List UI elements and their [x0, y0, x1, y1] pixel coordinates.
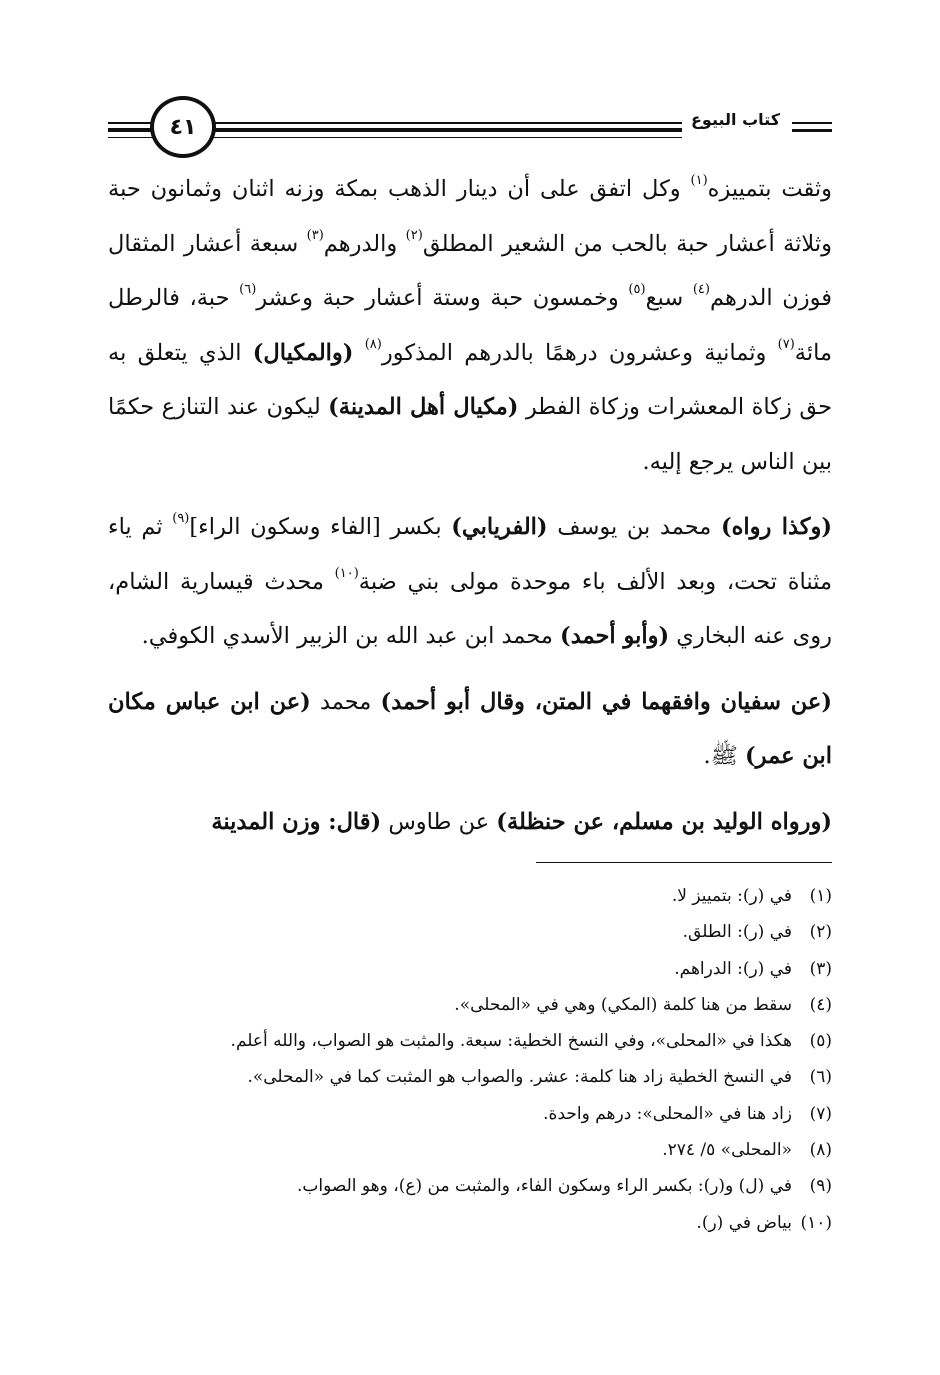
- quoted-text: (عن سفيان وافقهما في المتن، وقال أبو أحمد): [380, 688, 833, 715]
- footnote: [108, 1023, 832, 1059]
- text-run: حبة، فالرطل مائة: [108, 285, 833, 366]
- header-rule: [208, 122, 682, 124]
- header-rule: [208, 128, 682, 132]
- text-run: ﷺ.: [703, 743, 746, 769]
- text-run: ثم ياء مثناة تحت، وبعد الألف باء موحدة مولى بني ضبة: [108, 514, 832, 595]
- text-run: [353, 340, 364, 366]
- quoted-text: (عن ابن عباس مكان ابن عمر): [108, 688, 832, 769]
- footnote-number: (٥): [809, 1031, 832, 1052]
- footnote: [108, 951, 832, 987]
- quoted-text: (وكذا رواه): [720, 514, 832, 540]
- footnote: [108, 1059, 832, 1095]
- paragraph: [108, 675, 832, 784]
- text-run: بكسر [الفاء وسكون الراء]: [189, 514, 452, 540]
- footnote-ref: (٢): [405, 227, 423, 243]
- footnote-text: بياض في (ر).: [696, 1212, 792, 1233]
- footnote-number: (١): [809, 886, 832, 906]
- text-run: محدث قيسارية الشام، روى عنه البخاري: [108, 568, 832, 649]
- footnote-number: (٢): [809, 922, 832, 943]
- footnote-ref: (١): [690, 173, 708, 188]
- footnote-ref: (٤): [692, 282, 710, 297]
- footnote-ref: (١٠): [334, 565, 359, 581]
- header-rule: [208, 137, 682, 138]
- text-run: وثمانية وعشرون درهمًا بالدرهم المذكور: [381, 339, 778, 366]
- page-header: [108, 96, 832, 162]
- footnote-ref: (٩): [172, 511, 190, 526]
- footnote-number: (١٠): [800, 1212, 832, 1233]
- quoted-text: (مكيال أهل المدينة): [328, 394, 519, 420]
- text-run: وخمسون حبة وستة أعشار حبة وعشر: [256, 285, 629, 311]
- footnote: [108, 878, 832, 914]
- footnote-text: في (ل) و(ر): بكسر الراء وسكون الفاء، والمثبت من (ع)، وهو الصواب.: [296, 1176, 792, 1197]
- footnote: [108, 914, 832, 950]
- footnote-text: سقط من هنا كلمة (المكي) وهي في «المحلى».: [454, 994, 792, 1015]
- footnote-text: هكذا في «المحلى»، وفي النسخ الخطية: سبعة. والمثبت هو الصواب، والله أعلم.: [230, 1031, 792, 1052]
- footnote-text: في (ر): الدراهم.: [674, 958, 792, 979]
- footnote-ref: (٦): [239, 282, 257, 297]
- running-title: كتاب البيوع: [685, 110, 786, 129]
- text-run: سبع: [645, 285, 693, 311]
- footnote-ref: (٣): [306, 227, 324, 243]
- paragraph: [108, 162, 832, 489]
- text-run: محمد: [310, 688, 381, 715]
- footnote-text: في (ر): الطلق.: [682, 922, 792, 943]
- text-run: الذي يتعلق به حق زكاة المعشرات وزكاة الفطر: [108, 339, 832, 420]
- footnote: [108, 1168, 832, 1204]
- text-run: والدرهم: [323, 230, 406, 257]
- text-run: وثقت بتمييزه: [707, 176, 832, 202]
- footnote-text: زاد هنا في «المحلى»: درهم واحدة.: [543, 1103, 792, 1124]
- paragraph: [108, 795, 832, 850]
- footnote-ref: (٥): [628, 282, 646, 297]
- main-text: [108, 162, 832, 860]
- footnote: [108, 1205, 832, 1241]
- footnote-text: في النسخ الخطية زاد هنا كلمة: عشر. والصواب هو المثبت كما في «المحلى».: [247, 1067, 792, 1088]
- footnote: [108, 987, 832, 1023]
- footnote: [108, 1096, 832, 1132]
- footnote-text: في (ر): بتمييز لا.: [671, 886, 792, 906]
- quoted-text: (الفريابي): [451, 514, 548, 540]
- quoted-text: (والمكيال): [252, 339, 354, 366]
- paragraph: [108, 500, 832, 664]
- footnote-ref: (٧): [777, 336, 795, 352]
- footnotes: [108, 878, 832, 1241]
- text-run: وكل اتفق على أن دينار الذهب بمكة وزنه اثنان وثمانون حبة وثلاثة أعشار حبة بالحب من الشعير المطلق: [108, 176, 832, 257]
- header-rule: [792, 122, 832, 124]
- footnote-ref: (٨): [364, 336, 382, 352]
- footnote-text: «المحلى» ٥/ ٢٧٤.: [662, 1140, 792, 1161]
- quoted-text: (ورواه الوليد بن مسلم، عن حنظلة): [496, 808, 832, 835]
- quoted-text: (قال: وزن المدينة: [211, 808, 382, 835]
- text-run: محمد ابن عبد الله بن الزبير الأسدي الكوفي.: [141, 623, 561, 649]
- footnote-number: (٤): [809, 994, 832, 1015]
- footnote-number: (٨): [809, 1140, 832, 1161]
- text-run: عن طاوس: [381, 808, 497, 835]
- footnote-number: (٧): [809, 1103, 832, 1124]
- header-rule: [792, 129, 832, 132]
- footnote-number: (٦): [809, 1067, 832, 1088]
- quoted-text: (وأبو أحمد): [560, 623, 670, 649]
- footnote: [108, 1132, 832, 1168]
- footnote-separator: [536, 862, 832, 863]
- footnote-number: (٩): [809, 1176, 832, 1197]
- page-number: ٤١: [150, 96, 216, 158]
- text-run: ليكون عند التنازع حكمًا بين الناس يرجع إليه.: [108, 394, 832, 475]
- text-run: محمد بن يوسف: [547, 514, 721, 540]
- footnote-number: (٣): [809, 958, 832, 979]
- text-run: سبعة أعشار المثقال فوزن الدرهم: [108, 230, 832, 311]
